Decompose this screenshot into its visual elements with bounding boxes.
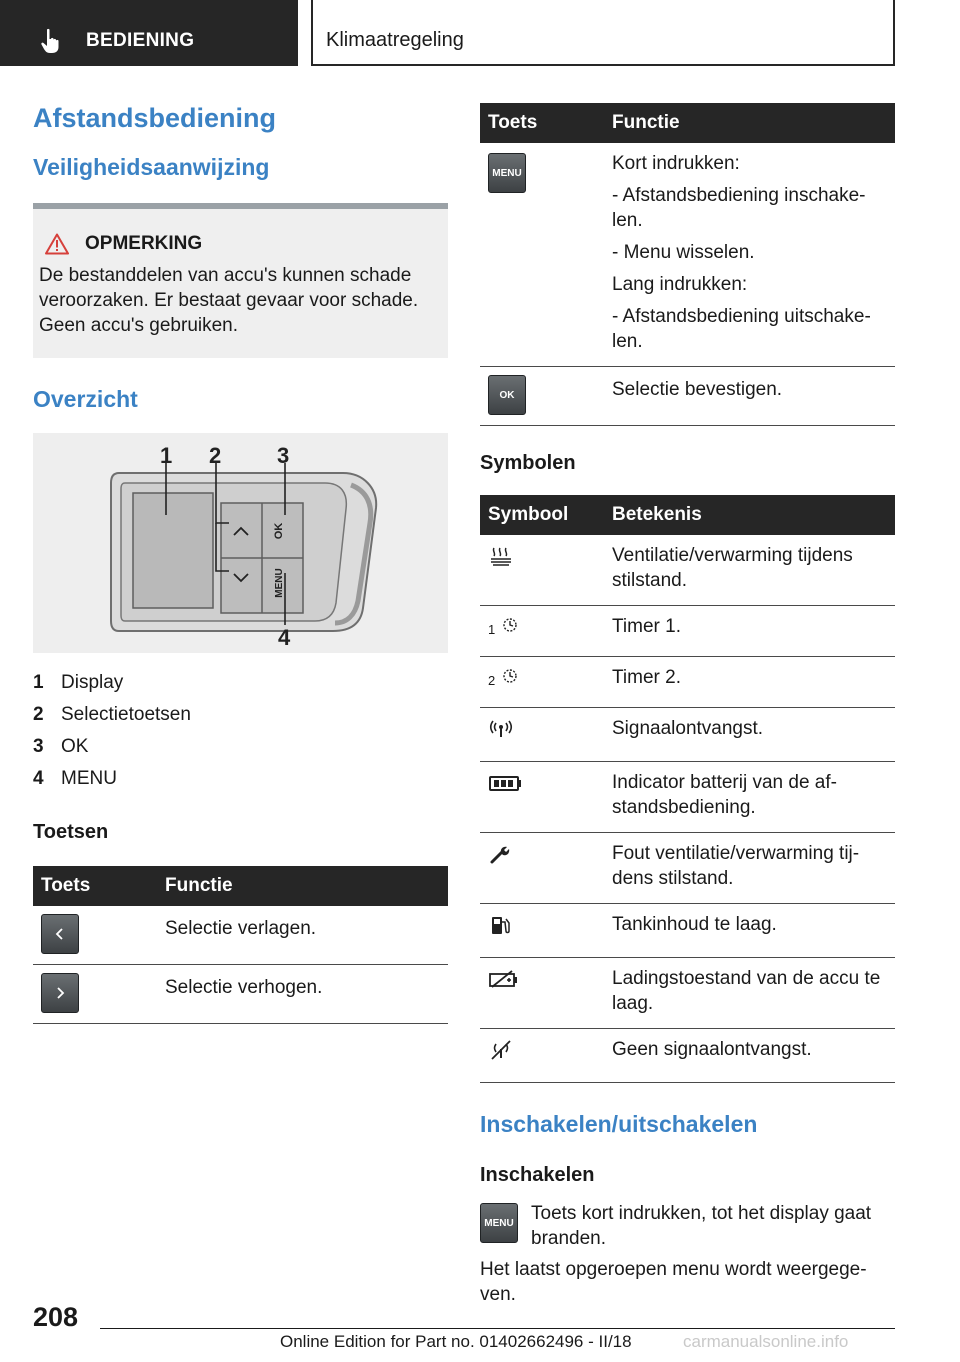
symbol-meaning: Ladingstoestand van de accu te laag.: [604, 958, 895, 1029]
table-row: [480, 833, 895, 904]
fuel-pump-icon: [488, 914, 514, 936]
legend-item: [33, 763, 448, 795]
warning-note: [33, 203, 448, 358]
symbol-meaning: Indicator batterij van de af-standsbediening.: [604, 762, 895, 833]
timer-1-icon: [501, 616, 519, 634]
legend-number: 3: [33, 736, 44, 757]
remote-control-illustration: [33, 433, 448, 653]
battery-low-icon: [488, 968, 518, 990]
table-row: [480, 762, 895, 833]
symbols-table: [480, 495, 895, 1083]
wrench-icon: [488, 843, 514, 865]
overview-heading: Overzicht: [33, 386, 138, 412]
figure-callout-3: 3: [277, 443, 290, 468]
menu-line: Lang indrukken:: [612, 274, 748, 295]
figure-callout-1: 1: [160, 443, 173, 468]
timer-2-icon: [501, 667, 519, 685]
legend-item: [33, 667, 448, 699]
left-column: [33, 100, 448, 1024]
symbol-meaning: Ventilatie/verwarming tijdens stilstand.: [604, 535, 895, 606]
watermark: carmanualsonline.info: [683, 1332, 849, 1351]
table-row: [33, 906, 448, 965]
keys-heading: Toetsen: [33, 821, 109, 843]
switch-on-after-text: Het laatst opgeroepen menu wordt weergege-ven.: [480, 1259, 867, 1305]
ventilation-heating-icon: [488, 545, 514, 567]
note-header: [45, 233, 440, 255]
menu-line: - Menu wisselen.: [612, 242, 755, 263]
table-row: [480, 1029, 895, 1083]
note-heading: OPMERKING: [85, 233, 203, 254]
symbol-meaning: Timer 2.: [604, 657, 895, 708]
col-header-key: Toets: [33, 866, 157, 906]
page-footer: [0, 1290, 960, 1362]
menu-key-icon: [488, 153, 526, 193]
edition-text: Online Edition for Part no. 01402662496 - II/18: [280, 1332, 632, 1351]
table-row: [480, 958, 895, 1029]
remote-control-figure: [33, 433, 448, 653]
symbol-meaning: Geen signaalontvangst.: [604, 1029, 895, 1083]
keys-table-left: [33, 866, 448, 1024]
timer-prefix: 1: [488, 622, 496, 637]
warning-triangle-icon: [45, 233, 69, 255]
menu-key-function: [604, 143, 895, 367]
table-row: [480, 904, 895, 958]
menu-key-icon: [480, 1203, 518, 1243]
menu-key-label: MENU: [492, 167, 522, 179]
legend-item: [33, 699, 448, 731]
signal-reception-icon: [488, 718, 514, 740]
legend-number: 4: [33, 768, 44, 789]
legend-label: Selectietoetsen: [61, 704, 191, 725]
symbol-meaning: Signaalontvangst.: [604, 708, 895, 762]
chevron-left-key-icon: [41, 914, 79, 954]
hand-pointer-icon: [40, 28, 64, 54]
figure-menu-label: MENU: [274, 568, 285, 598]
section-title-box: [311, 0, 895, 66]
table-header-row: [480, 495, 895, 535]
menu-line: - Afstandsbediening uitschake-len.: [612, 306, 871, 352]
menu-line: Kort indrukken:: [612, 153, 740, 174]
switch-on-heading: Inschakelen: [480, 1164, 595, 1186]
switch-on-text: Toets kort indrukken, tot het display gaat branden.: [531, 1203, 872, 1249]
page-header: [0, 0, 960, 66]
footer-rule: [100, 1328, 895, 1329]
key-function: Selectie verlagen.: [157, 906, 448, 965]
right-column: [480, 100, 895, 1307]
symbol-meaning: Tankinhoud te laag.: [604, 904, 895, 958]
legend-label: Display: [61, 672, 124, 693]
legend-label: MENU: [61, 768, 117, 789]
col-header-function: Functie: [604, 103, 895, 143]
ok-key-function: Selectie bevestigen.: [604, 367, 895, 426]
figure-callout-4: 4: [278, 625, 291, 650]
key-function: Selectie verhogen.: [157, 965, 448, 1024]
keys-table-right: [480, 103, 895, 426]
table-header-row: [33, 866, 448, 906]
legend-number: 1: [33, 672, 44, 693]
battery-indicator-icon: [488, 772, 522, 794]
table-row: [480, 535, 895, 606]
menu-key-label: MENU: [484, 1217, 514, 1229]
table-row: [33, 965, 448, 1024]
section-title: Klimaatregeling: [326, 29, 464, 51]
chapter-tab: [0, 0, 298, 66]
menu-line: - Afstandsbediening inschake-len.: [612, 185, 866, 231]
col-header-meaning: Betekenis: [604, 495, 895, 535]
symbols-heading: Symbolen: [480, 452, 576, 474]
switch-on-instruction: [480, 1201, 895, 1251]
symbol-meaning: Fout ventilatie/verwarming tij-dens stilstand.: [604, 833, 895, 904]
page-title: Afstandsbediening: [33, 103, 277, 133]
figure-callout-2: 2: [209, 443, 222, 468]
table-row: [480, 708, 895, 762]
symbol-meaning: Timer 1.: [604, 606, 895, 657]
ok-key-label: OK: [499, 389, 515, 401]
page-number: 208: [33, 1302, 79, 1332]
table-row: [480, 367, 895, 426]
figure-ok-label: OK: [273, 522, 285, 540]
chevron-right-key-icon: [41, 973, 79, 1013]
no-signal-icon: [488, 1039, 514, 1061]
legend-item: [33, 731, 448, 763]
ok-key-icon: [488, 375, 526, 415]
table-header-row: [480, 103, 895, 143]
col-header-symbol: Symbool: [480, 495, 604, 535]
legend-label: OK: [61, 736, 89, 757]
table-row: [480, 606, 895, 657]
safety-heading: Veiligheidsaanwijzing: [33, 154, 270, 180]
col-header-key: Toets: [480, 103, 604, 143]
switch-heading: Inschakelen/uitschakelen: [480, 1111, 758, 1137]
chapter-label: BEDIENING: [86, 30, 195, 51]
table-row: [480, 143, 895, 367]
col-header-function: Functie: [157, 866, 448, 906]
note-text: De bestanddelen van accu's kunnen schade veroorzaken. Er bestaat gevaar voor schade. Geen accu's gebruiken.: [39, 265, 419, 336]
legend-number: 2: [33, 704, 44, 725]
timer-prefix: 2: [488, 673, 496, 688]
table-row: [480, 657, 895, 708]
figure-legend: [33, 667, 448, 795]
